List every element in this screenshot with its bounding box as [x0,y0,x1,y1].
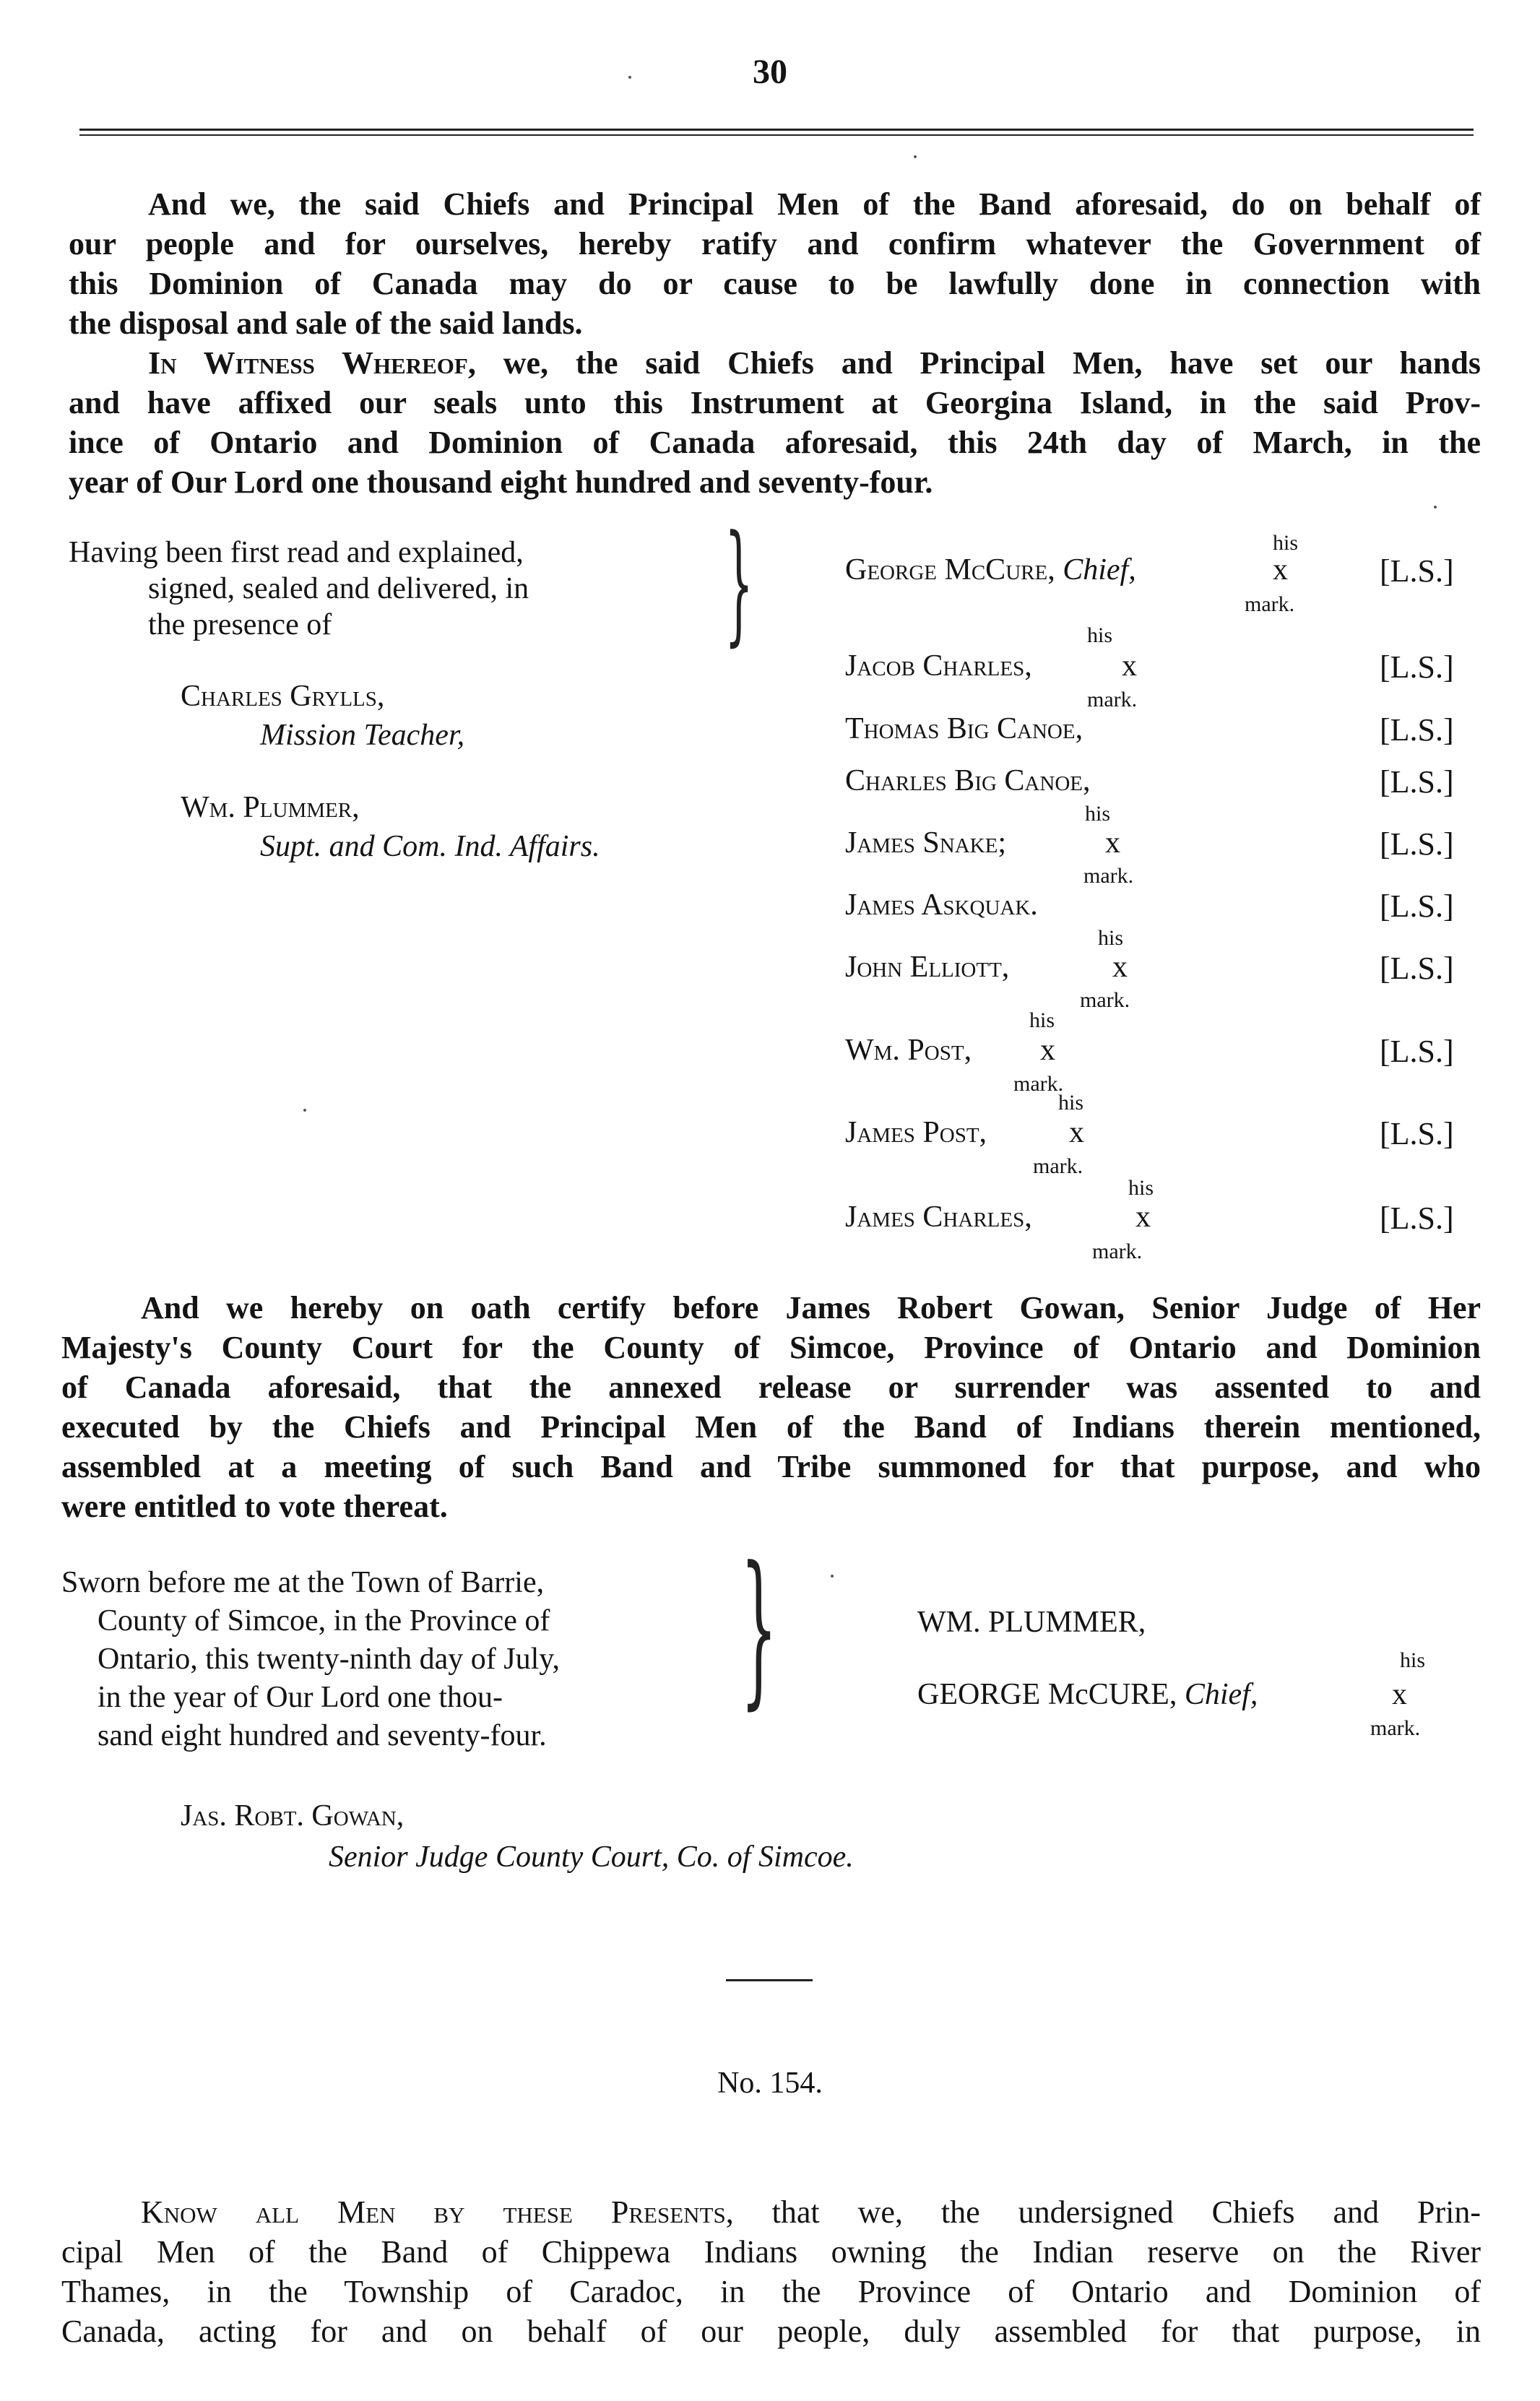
scan-speck [831,1575,834,1578]
signature-plummer: WM. PLUMMER, [917,1606,1146,1639]
scan-speck [914,155,917,158]
signatory-row: George McCure, Chief, [845,553,1136,587]
paragraph-line: of Canada aforesaid, that the annexed release or surrender was assented to and [61,1370,1481,1405]
seal-label: [L.S.] [1380,553,1454,589]
witness-whereof-lead: In Witness Whereof, [148,345,476,381]
paragraph-line: And we, the said Chiefs and Principal Men of the Band aforesaid, do on behalf of [148,186,1481,222]
paragraph-line: Canada, acting for and on behalf of our people, duly assembled for that purpose, in [61,2314,1481,2349]
section-divider [726,1979,813,1981]
mark-x: x [1122,649,1137,683]
paragraph-line: and have affixed our seals unto this Instrument at Georgina Island, in the said Prov- [69,385,1481,420]
mark-label: mark. [1080,988,1130,1012]
scan-speck [1434,506,1437,509]
seal-label: [L.S.] [1380,712,1454,748]
signatory-row: James Charles, [845,1200,1032,1234]
signatory-row: Charles Big Canoe, [845,764,1091,797]
header-rule-top [79,129,1474,131]
signature-mccure: GEORGE McCURE, Chief, [917,1678,1258,1711]
paragraph-line: cipal Men of the Band of Chippewa Indians owning the Indian reserve on the River [61,2234,1481,2270]
seal-label: [L.S.] [1380,951,1454,986]
paragraph-line: ince of Ontario and Dominion of Canada aforesaid, this 24th day of March, in the [69,425,1481,460]
page-number: 30 [753,53,787,91]
his-label: his [1029,1008,1055,1032]
paragraph-line: executed by the Chiefs and Principal Men of the Band of Indians therein mentioned, [61,1409,1481,1445]
paragraph-line: year of Our Lord one thousand eight hundred and seventy-four. [69,464,933,500]
seal-label: [L.S.] [1380,826,1454,862]
signatory-row: Thomas Big Canoe, [845,712,1083,745]
witness-name: Wm. Plummer, [181,791,360,824]
paragraph-line: the disposal and sale of the said lands. [69,306,583,341]
his-label: his [1085,802,1111,826]
judge-title: Senior Judge County Court, Co. of Simcoe. [329,1840,854,1874]
his-label: his [1128,1176,1154,1200]
sworn-clause: Sworn before me at the Town of Barrie, County of Simcoe, in the Province of Ontario, this twenty-ninth day of July, in the year of Our Lord one thou- sand eight hundred and seventy-four. [61,1566,561,1752]
his-label: his [1400,1648,1426,1672]
ratification-paragraph [69,184,1481,343]
mark-x: x [1105,826,1120,860]
witness-title: Supt. and Com. Ind. Affairs. [260,830,600,863]
paragraph-line: Thames, in the Township of Caradoc, in the Province of Ontario and Dominion of [61,2274,1481,2309]
seal-label: [L.S.] [1380,764,1454,800]
paragraph-line: And we hereby on oath certify before James Robert Gowan, Senior Judge of Her [141,1290,1481,1325]
mark-label: mark. [1092,1240,1143,1263]
his-label: his [1087,623,1113,647]
mark-x: x [1069,1116,1084,1149]
his-label: his [1098,926,1124,950]
mark-label: mark. [1083,864,1134,888]
oath-paragraph [61,1288,1481,1526]
mark-x: x [1273,553,1288,587]
header-rule-bottom [79,134,1474,136]
mark-x: x [1392,1678,1407,1711]
brace-icon: } [724,508,754,659]
paragraph-line: our people and for ourselves, hereby ratify and confirm whatever the Government of [69,226,1481,261]
know-all-men-paragraph: Know all Men by these Presents, that we, the undersigned Chiefs and Prin- cipal Men of the Band of Chippewa Indians owning the Indian reserve on the River Thames, in the Township of Caradoc, in the Province of Ontario and Dominion of Canada, acting for and on behalf of our people, duly assembled for that purpose, in [61,2192,1481,2351]
mark-label: mark. [1370,1716,1421,1740]
mark-x: x [1112,951,1128,984]
signatory-row: James Askquak. [845,888,1038,922]
seal-label: [L.S.] [1380,1116,1454,1151]
mark-x: x [1135,1200,1151,1234]
signatory-row: James Snake; [845,826,1006,860]
his-label: his [1058,1091,1084,1115]
signatory-row: James Post, [845,1116,987,1149]
mark-label: mark. [1013,1072,1064,1096]
mark-label: mark. [1087,688,1138,711]
mark-x: x [1040,1034,1055,1067]
seal-label: [L.S.] [1380,1034,1454,1069]
attestation-clause: Having been first read and explained, signed, sealed and delivered, in the presence of [69,536,529,641]
seal-label: [L.S.] [1380,1200,1454,1236]
witness-title: Mission Teacher, [260,719,465,752]
brace-icon: } [740,1532,778,1725]
mark-label: mark. [1033,1154,1083,1178]
paragraph-line: assembled at a meeting of such Band and Tribe summoned for that purpose, and who [61,1449,1481,1484]
scan-speck [628,76,631,79]
paragraph-line: this Dominion of Canada may do or cause to be lawfully done in connection with [69,266,1481,301]
paragraph-line: were entitled to vote thereat. [61,1489,448,1524]
paragraph-line: Majesty's County Court for the County of Simcoe, Province of Ontario and Dominion [61,1330,1481,1365]
signatory-row: John Elliott, [845,951,1010,984]
judge-name: Jas. Robt. Gowan, [181,1799,405,1833]
mark-label: mark. [1245,592,1295,616]
scan-speck [303,1109,306,1112]
signatory-row: Wm. Post, [845,1034,972,1067]
seal-label: [L.S.] [1380,649,1454,685]
document-number: No. 154. [717,2067,823,2100]
his-label: his [1273,531,1299,555]
signatory-row: Jacob Charles, [845,649,1032,683]
witness-whereof-paragraph: In Witness Whereof, we, the said Chiefs and Principal Men, have set our hands and have affixed our seals unto this Instrument at Georgina Island, in the said Prov- ince of Ontario and Dominion of Canada aforesaid, this 24th day of March, in the year of Our Lord one thousand eight hundred and seventy-four. [69,343,1481,502]
witness-name: Charles Grylls, [181,680,385,713]
know-all-men-lead: Know all Men by these Presents, [141,2194,734,2230]
seal-label: [L.S.] [1380,888,1454,924]
